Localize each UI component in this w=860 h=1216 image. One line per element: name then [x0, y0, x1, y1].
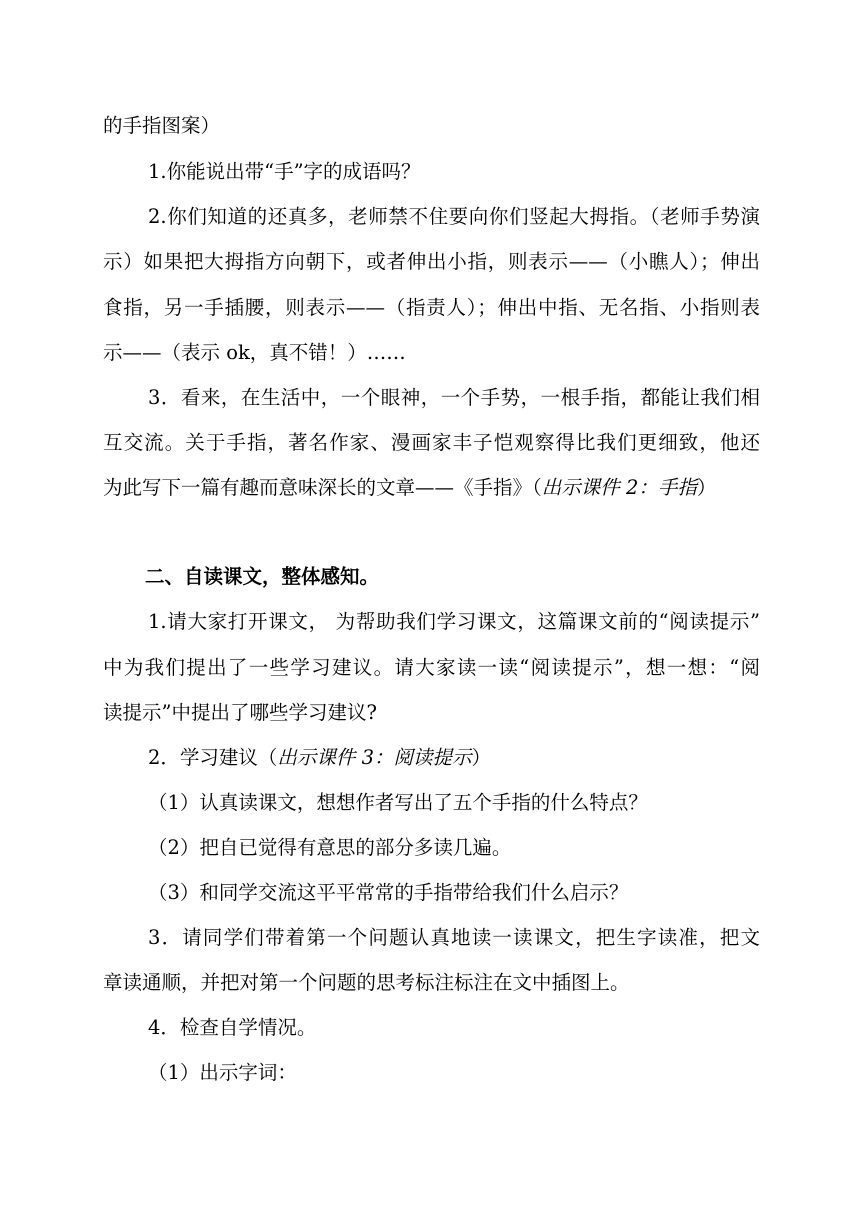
question-2-line-4: 示——（表示 ok，真不错！）……: [103, 341, 406, 364]
item-2-sub-2: （2）把自已觉得有意思的部分多读几遍。: [148, 836, 512, 859]
question-1: 1.你能说出带“手”字的成语吗？: [148, 160, 421, 183]
item-1-line-3: 读提示”中提出了哪些学习建议?: [103, 701, 377, 724]
item-2-text: 2．学习建议（: [148, 746, 278, 769]
item-1-line-1: 1.请大家打开课文， 为帮助我们学习课文，这篇课文前的“阅读提示”: [148, 610, 760, 633]
courseware-2-note: 出示课件 2：手指: [541, 476, 697, 499]
item-2-close: ）: [471, 746, 492, 769]
question-3-line-3: [103, 474, 716, 502]
section-2-heading: 二、自读课文，整体感知。: [145, 565, 380, 588]
question-3-line-1: 3．看来，在生活中，一个眼神，一个手势，一根手指，都能让我们相: [148, 386, 760, 409]
item-4-line: 4．检查自学情况。: [148, 1016, 317, 1039]
item-2-line: [148, 744, 491, 772]
question-3-line-3-text: 为此写下一篇有趣而意味深长的文章——《手指》（: [103, 476, 542, 499]
question-3-line-2: 互交流。关于手指，著名作家、漫画家丰子恺观察得比我们更细致，他还: [103, 431, 760, 454]
item-2-sub-1: （1）认真读课文，想想作者写出了五个手指的什么特点？: [148, 791, 648, 814]
item-2-sub-3: （3）和同学交流这平平常常的手指带给我们什么启示？: [148, 881, 629, 904]
item-3-line-1: 3．请同学们带着第一个问题认真地读一读课文，把生字读准，把文: [148, 926, 760, 949]
question-2-line-2: 示）如果把大拇指方向朝下，或者伸出小指，则表示——（小瞧人）；伸出: [103, 250, 760, 273]
question-3-line-3-close: ）: [696, 476, 717, 499]
question-2-line-3: 食指，另一手插腰，则表示——（指责人）；伸出中指、无名指、小指则表: [103, 296, 760, 319]
item-3-line-2: 章读通顺，并把对第一个问题的思考标注标注在文中插图上。: [103, 971, 630, 994]
item-1-line-2: 中为我们提出了一些学习建议。请大家读一读“阅读提示”，想一想：“阅: [103, 656, 760, 679]
item-4-sub-1: （1）出示字词：: [148, 1061, 297, 1084]
intro-tail-line: 的手指图案）: [103, 114, 221, 137]
question-2-line-1: 2.你们知道的还真多，老师禁不住要向你们竖起大拇指。（老师手势演: [148, 205, 760, 228]
courseware-3-note: 出示课件 3：阅读提示: [277, 746, 472, 769]
